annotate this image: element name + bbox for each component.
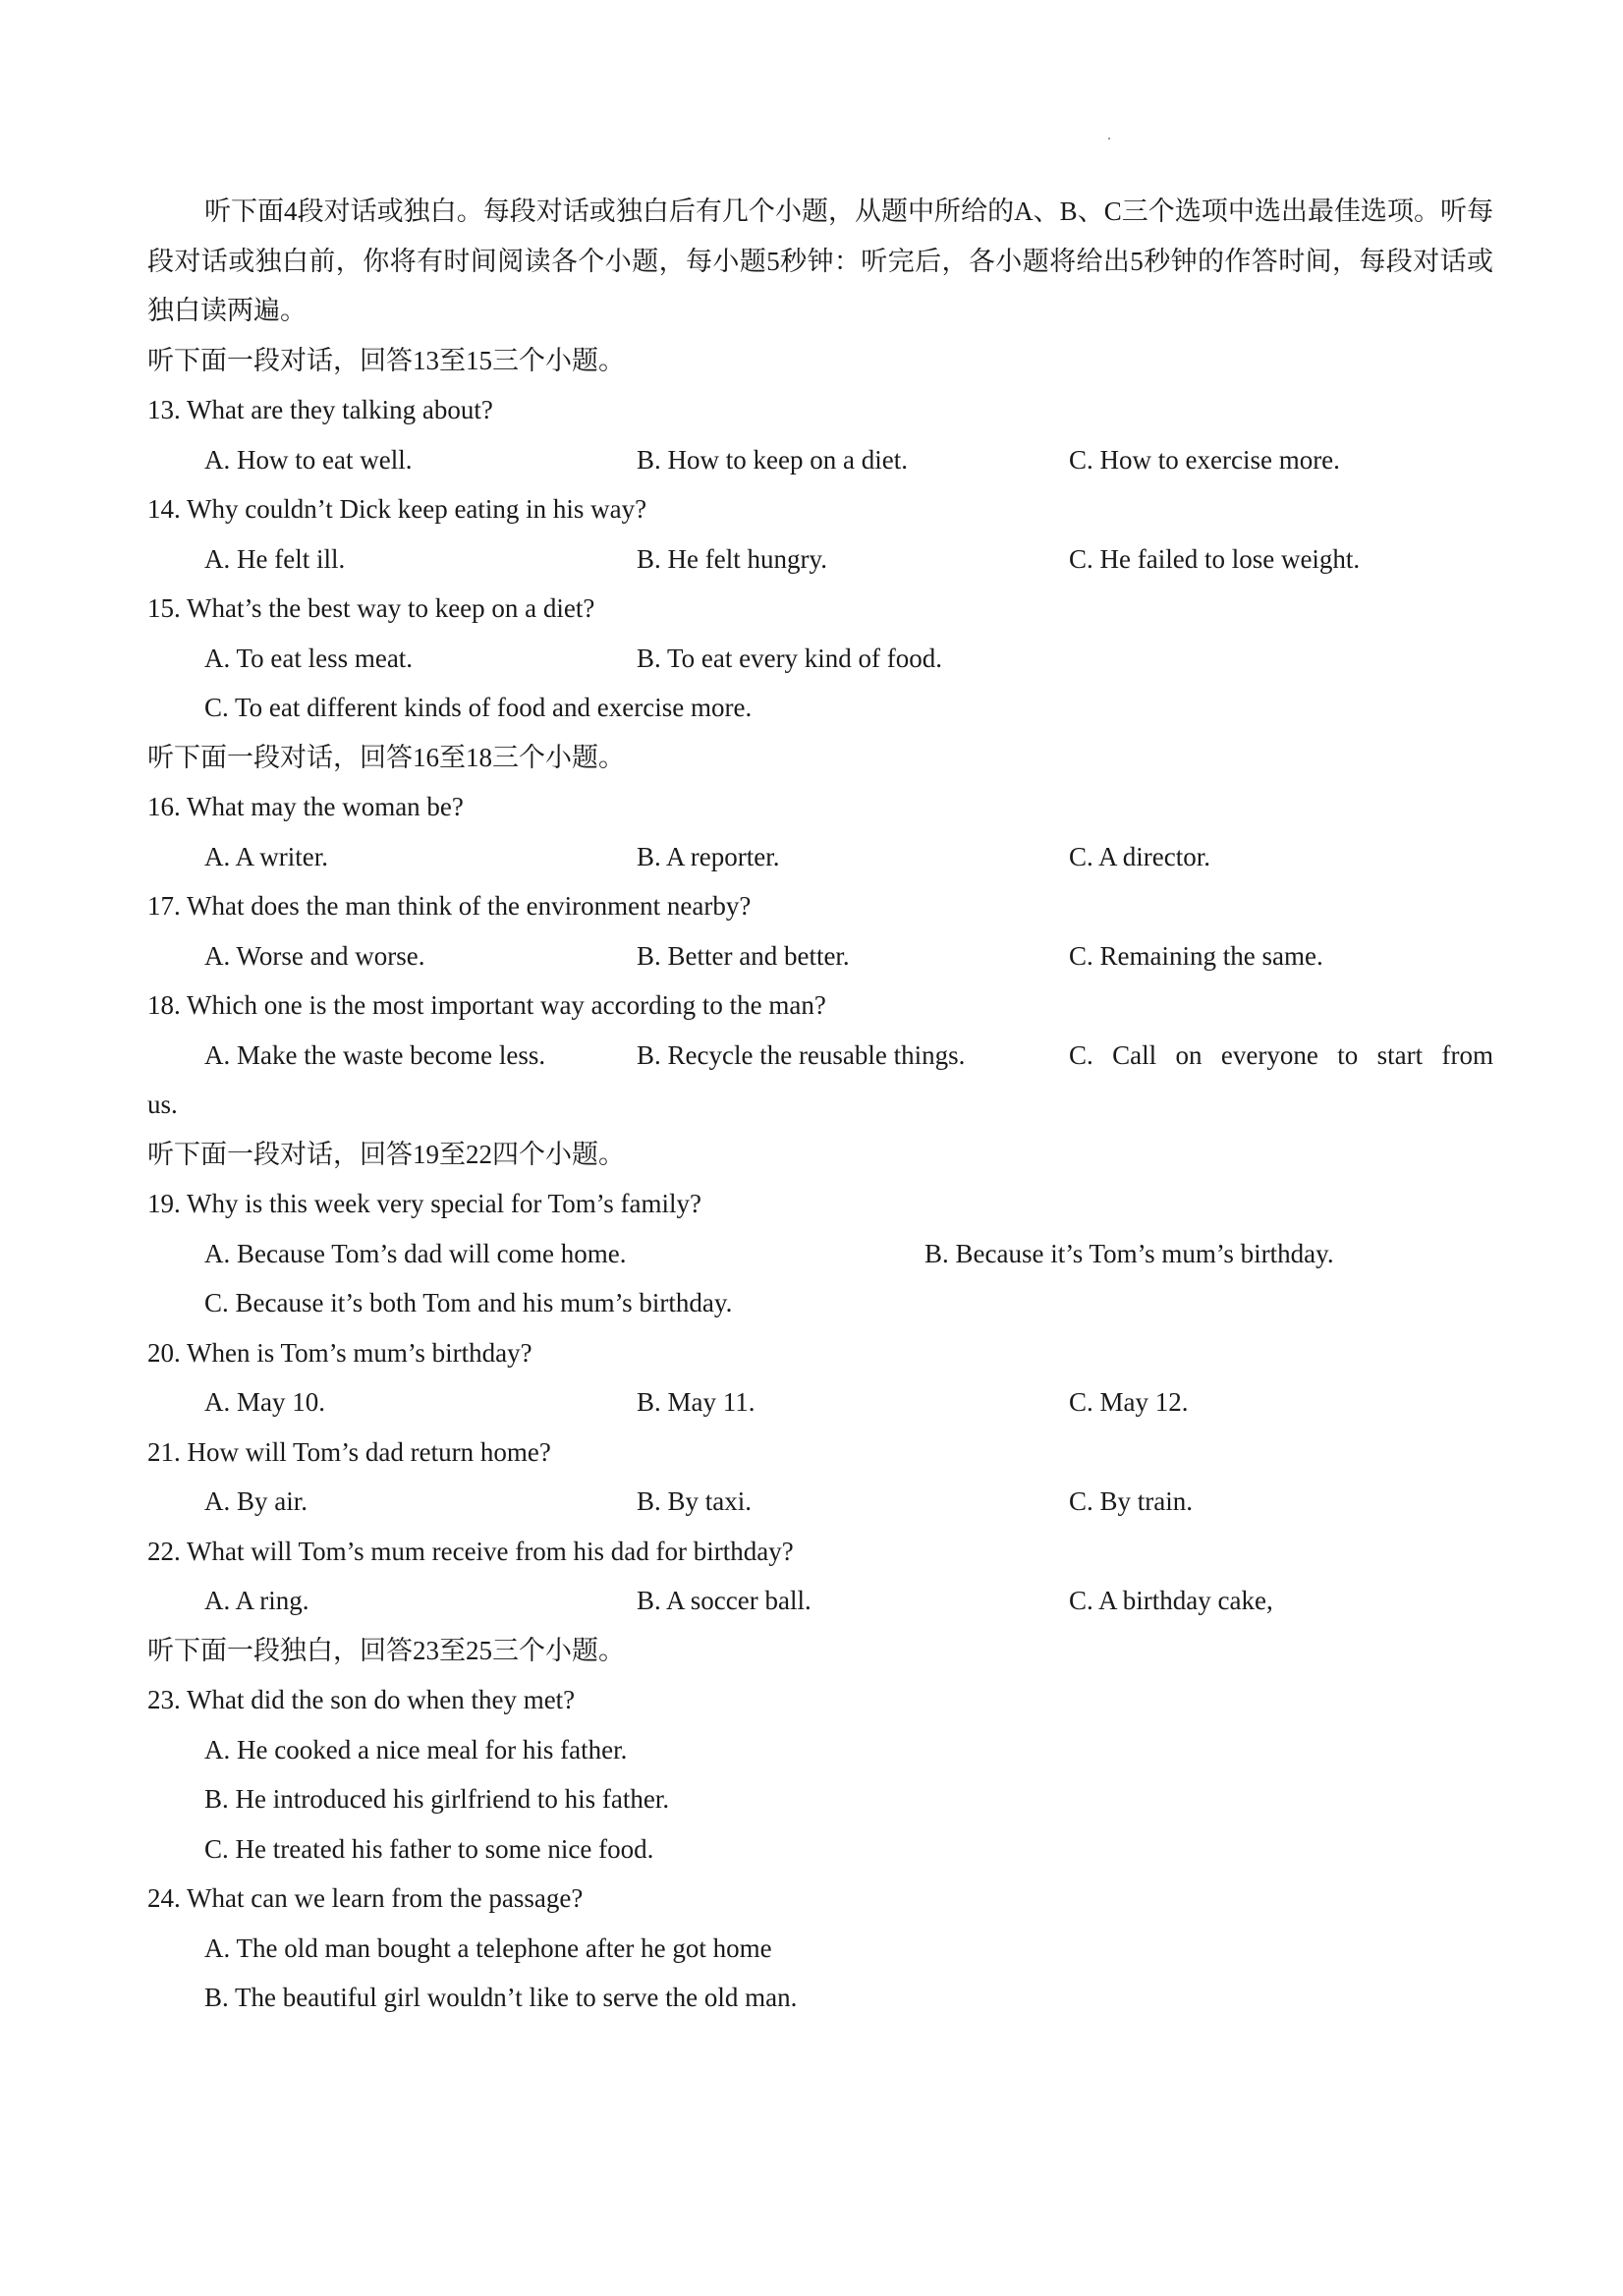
- option-c: C. Because it’s both Tom and his mum’s birthday.: [204, 1288, 733, 1317]
- options-row: [147, 931, 1493, 981]
- question-stem: 23. What did the son do when they met?: [147, 1685, 576, 1714]
- section-heading: 听下面一段对话，回答13至15三个小题。: [147, 345, 625, 375]
- option-a: A. Make the waste become less.: [204, 1039, 546, 1070]
- option-c: C. A birthday cake,: [1069, 1586, 1273, 1615]
- options-row: [147, 634, 1493, 684]
- question-stem: 14. Why couldn’t Dick keep eating in his way?: [147, 494, 647, 524]
- options-row: [147, 1377, 1493, 1428]
- option-a: A. May 10.: [204, 1387, 325, 1417]
- option-b: B. By taxi.: [637, 1486, 753, 1516]
- option-a: A. How to eat well.: [204, 444, 413, 475]
- options-row: [147, 534, 1493, 585]
- options-row: [147, 1477, 1493, 1527]
- option-c: C. By train.: [1069, 1486, 1193, 1516]
- question-stem: 15. What’s the best way to keep on a diet?: [147, 593, 595, 623]
- exam-page: [147, 187, 1493, 2023]
- question-stem: 18. Which one is the most important way according to the man?: [147, 990, 826, 1020]
- option-a: A. By air.: [204, 1486, 308, 1516]
- option-b: B. Recycle the reusable things.: [637, 1039, 966, 1070]
- option-a: A. Worse and worse.: [204, 940, 425, 971]
- option-word: to: [1337, 1039, 1359, 1070]
- option-a: A. Because Tom’s dad will come home.: [204, 1238, 627, 1268]
- option-c: C. To eat different kinds of food and exercise more.: [204, 693, 753, 722]
- options-row: [147, 832, 1493, 882]
- option-a: A. He felt ill.: [204, 543, 346, 574]
- option-b: B. Because it’s Tom’s mum’s birthday.: [924, 1238, 1334, 1268]
- question-stem: 20. When is Tom’s mum’s birthday?: [147, 1337, 532, 1368]
- option-c: C. He treated his father to some nice food.: [204, 1833, 654, 1864]
- option-c: C. May 12.: [1069, 1387, 1189, 1417]
- section-heading: 听下面一段对话，回答19至22四个小题。: [147, 1139, 625, 1169]
- options-row: [147, 435, 1493, 485]
- option-b: B. How to keep on a diet.: [637, 444, 908, 475]
- option-b: B. A reporter.: [637, 841, 780, 871]
- option-a: A. A ring.: [204, 1586, 309, 1615]
- section-heading: 听下面一段对话，回答16至18三个小题。: [147, 742, 625, 772]
- question-stem: 22. What will Tom’s mum receive from his dad for birthday?: [147, 1536, 794, 1566]
- option-c: C. How to exercise more.: [1069, 444, 1340, 475]
- option-a: A. The old man bought a telephone after he got home: [204, 1932, 772, 1963]
- option-c: C. He failed to lose weight.: [1069, 543, 1361, 574]
- scan-dot: [1108, 138, 1110, 140]
- instructions: 听下面4段对话或独白。每段对话或独白后有几个小题，从题中所给的A、B、C三个选项中选出最佳选项。听每段对话或独白前，你将有时间阅读各个小题，每小题5秒钟：听完后，各小题将给出5秒钟的作答时间，每段对话或独白读两遍。: [147, 196, 1493, 325]
- question-stem: 17. What does the man think of the environment nearby?: [147, 891, 752, 921]
- options-row: [147, 1031, 1493, 1081]
- option-b: B. He felt hungry.: [637, 543, 827, 574]
- question-stem: 19. Why is this week very special for Tom’s family?: [147, 1189, 701, 1218]
- option-a: A. To eat less meat.: [204, 643, 414, 673]
- option-word: C.: [1069, 1039, 1093, 1070]
- question-stem: 21. How will Tom’s dad return home?: [147, 1436, 551, 1467]
- option-b: B. He introduced his girlfriend to his father.: [204, 1784, 670, 1814]
- question-stem: 16. What may the woman be?: [147, 792, 464, 821]
- option-word: Call: [1112, 1039, 1157, 1070]
- options-row: [147, 1229, 1493, 1279]
- option-a: A. A writer.: [204, 841, 328, 871]
- option-word: everyone: [1220, 1039, 1318, 1070]
- option-word: start: [1376, 1039, 1424, 1070]
- option-c: C. A director.: [1069, 841, 1210, 871]
- option-b: B. May 11.: [637, 1387, 756, 1417]
- section-heading: 听下面一段独白，回答23至25三个小题。: [147, 1635, 625, 1665]
- option-b: B. To eat every kind of food.: [637, 643, 943, 673]
- option-a: A. He cooked a nice meal for his father.: [204, 1734, 628, 1764]
- question-stem: 24. What can we learn from the passage?: [147, 1883, 584, 1913]
- option-word: from: [1441, 1039, 1493, 1070]
- question-stem: 13. What are they talking about?: [147, 395, 493, 424]
- option-c: [1069, 1031, 1493, 1081]
- option-b: B. A soccer ball.: [637, 1586, 812, 1615]
- option-c: C. Remaining the same.: [1069, 940, 1323, 971]
- option-b: B. The beautiful girl wouldn’t like to serve the old man.: [204, 1983, 798, 2012]
- option-b: B. Better and better.: [637, 940, 850, 971]
- options-row: [147, 1576, 1493, 1626]
- option-word: on: [1175, 1039, 1203, 1070]
- option-c-continuation: us.: [147, 1090, 178, 1119]
